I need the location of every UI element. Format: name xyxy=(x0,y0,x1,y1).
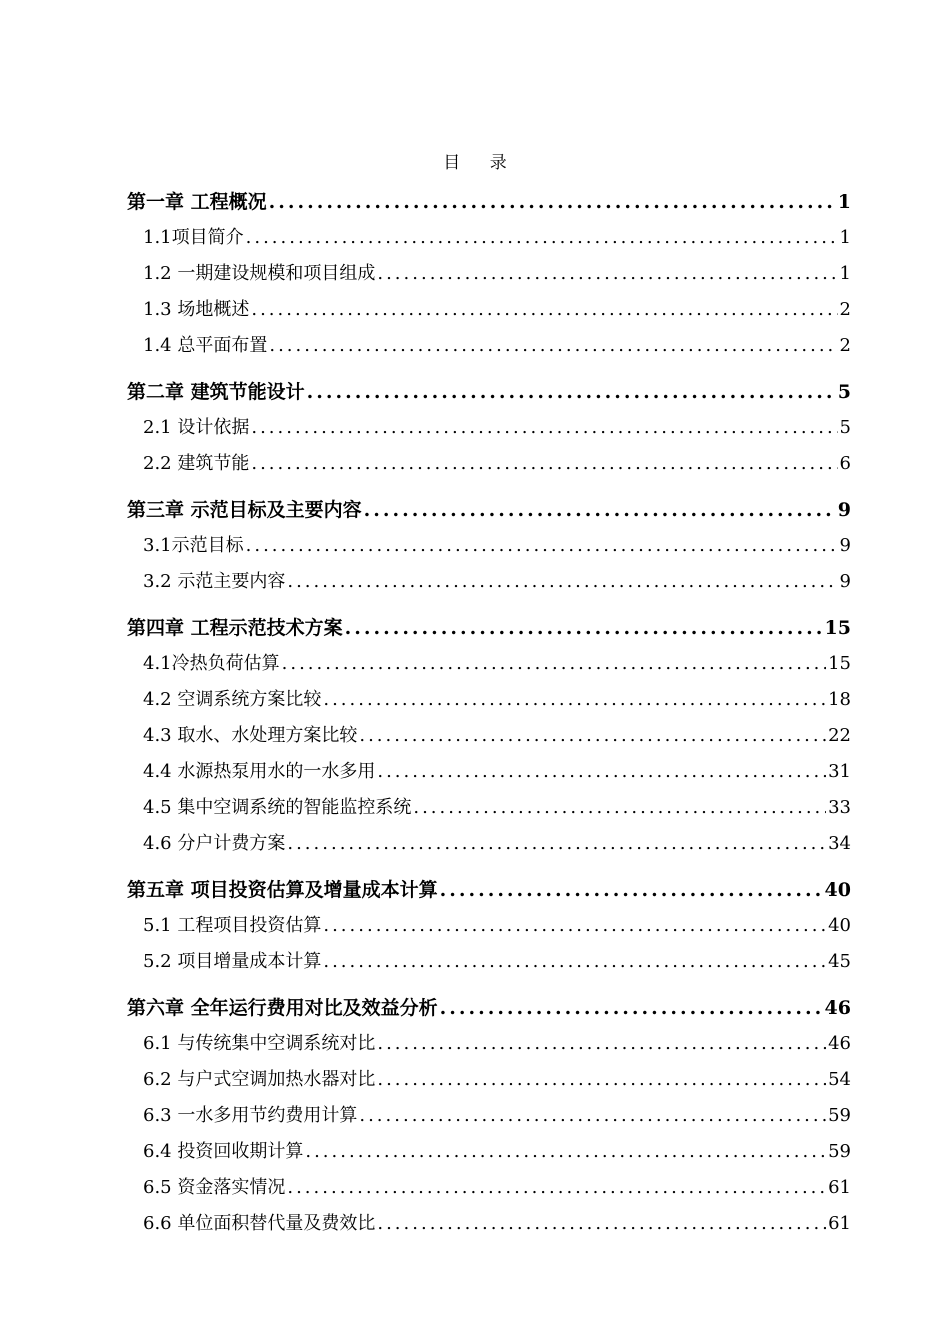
toc-page-number: 22 xyxy=(828,725,851,746)
toc-entry-label: 第二章 建筑节能设计 xyxy=(127,381,305,403)
toc-page-number: 54 xyxy=(828,1069,851,1090)
toc-section-entry[interactable] xyxy=(127,646,851,682)
toc-page-number: 9 xyxy=(839,571,851,592)
toc-page-number: 9 xyxy=(837,499,851,521)
toc-entry-label: 4.3 取水、水处理方案比较 xyxy=(143,725,358,746)
toc-section-entry[interactable] xyxy=(127,1026,851,1062)
toc-dot-leader xyxy=(377,754,826,790)
toc-section-entry[interactable] xyxy=(127,1170,851,1206)
toc-page-number: 18 xyxy=(828,689,851,710)
toc-dot-leader xyxy=(377,1206,826,1242)
toc-dot-leader xyxy=(413,790,826,826)
toc-entry-label: 6.5 资金落实情况 xyxy=(143,1177,286,1198)
toc-entry-label: 5.2 项目增量成本计算 xyxy=(143,951,322,972)
toc-dot-leader xyxy=(282,646,826,682)
toc-entry-label: 第六章 全年运行费用对比及效益分析 xyxy=(127,997,438,1019)
toc-dot-leader xyxy=(269,328,837,364)
toc-entry-label: 4.4 水源热泵用水的一水多用 xyxy=(143,761,376,782)
toc-dot-leader xyxy=(440,872,823,908)
toc-entry-label: 4.5 集中空调系统的智能监控系统 xyxy=(143,797,412,818)
toc-page-number: 15 xyxy=(824,617,851,639)
toc-section-entry[interactable] xyxy=(127,718,851,754)
toc-dot-leader xyxy=(287,564,837,600)
toc-entry-label: 3.2 示范主要内容 xyxy=(143,571,286,592)
toc-dot-leader xyxy=(359,718,826,754)
toc-entry-label: 4.1冷热负荷估算 xyxy=(143,653,280,674)
toc-dot-leader xyxy=(345,610,823,646)
toc-page-number: 6 xyxy=(839,453,851,474)
toc-dot-leader xyxy=(287,826,826,862)
toc-entry-label: 第一章 工程概况 xyxy=(127,191,267,213)
toc-dot-leader xyxy=(246,220,838,256)
toc-page-number: 61 xyxy=(828,1177,851,1198)
toc-section-entry[interactable] xyxy=(127,256,851,292)
toc-dot-leader xyxy=(251,446,837,482)
toc-entry-label: 6.2 与户式空调加热水器对比 xyxy=(143,1069,376,1090)
toc-page-number: 40 xyxy=(824,879,851,901)
toc-dot-leader xyxy=(251,292,837,328)
toc-entry-label: 6.1 与传统集中空调系统对比 xyxy=(143,1033,376,1054)
toc-entry-label: 第三章 示范目标及主要内容 xyxy=(127,499,362,521)
toc-section-entry[interactable] xyxy=(127,410,851,446)
toc-title: 目 录 xyxy=(443,153,519,173)
toc-page-number: 15 xyxy=(828,653,851,674)
toc-section-entry[interactable] xyxy=(127,292,851,328)
toc-dot-leader xyxy=(307,374,836,410)
toc-dot-leader xyxy=(377,1062,826,1098)
toc-chapter-entry[interactable] xyxy=(127,492,851,528)
toc-page-number: 46 xyxy=(828,1033,851,1054)
toc-dot-leader xyxy=(323,682,826,718)
toc-section-entry[interactable] xyxy=(127,528,851,564)
toc-entry-label: 4.2 空调系统方案比较 xyxy=(143,689,322,710)
toc-entry-label: 1.4 总平面布置 xyxy=(143,335,268,356)
toc-page-number: 2 xyxy=(839,335,851,356)
toc-entry-label: 第五章 项目投资估算及增量成本计算 xyxy=(127,879,438,901)
toc-dot-leader xyxy=(359,1098,826,1134)
toc-page-number: 1 xyxy=(837,191,851,213)
toc-section-entry[interactable] xyxy=(127,682,851,718)
toc-page-number: 5 xyxy=(839,417,851,438)
toc-page-number: 5 xyxy=(837,381,851,403)
toc-entry-label: 1.3 场地概述 xyxy=(143,299,250,320)
toc-page-number: 34 xyxy=(828,833,851,854)
toc-section-entry[interactable] xyxy=(127,1134,851,1170)
toc-section-entry[interactable] xyxy=(127,908,851,944)
toc-section-entry[interactable] xyxy=(127,790,851,826)
toc-entry-label: 6.3 一水多用节约费用计算 xyxy=(143,1105,358,1126)
toc-section-entry[interactable] xyxy=(127,1062,851,1098)
toc-page-number: 59 xyxy=(828,1105,851,1126)
toc-section-entry[interactable] xyxy=(127,754,851,790)
toc-section-entry[interactable] xyxy=(127,944,851,980)
toc-page-number: 46 xyxy=(824,997,851,1019)
toc-chapter-entry[interactable] xyxy=(127,610,851,646)
toc-entry-label: 第四章 工程示范技术方案 xyxy=(127,617,343,639)
toc-entry-label: 3.1示范目标 xyxy=(143,535,244,556)
toc-chapter-entry[interactable] xyxy=(127,374,851,410)
toc-entry-label: 1.2 一期建设规模和项目组成 xyxy=(143,263,376,284)
toc-section-entry[interactable] xyxy=(127,446,851,482)
toc-page-number: 33 xyxy=(828,797,851,818)
toc-dot-leader xyxy=(287,1170,826,1206)
toc-page-number: 2 xyxy=(839,299,851,320)
toc-dot-leader xyxy=(305,1134,826,1170)
toc-dot-leader xyxy=(251,410,837,446)
toc-section-entry[interactable] xyxy=(127,1206,851,1242)
toc-entry-label: 6.6 单位面积替代量及费效比 xyxy=(143,1213,376,1234)
toc-entry-label: 2.2 建筑节能 xyxy=(143,453,250,474)
toc-section-entry[interactable] xyxy=(127,1098,851,1134)
toc-page-number: 45 xyxy=(828,951,851,972)
toc-page-number: 40 xyxy=(828,915,851,936)
toc-page-number: 1 xyxy=(839,263,851,284)
toc-page-number: 59 xyxy=(828,1141,851,1162)
toc-dot-leader xyxy=(440,990,823,1026)
toc-dot-leader xyxy=(377,256,837,292)
toc-dot-leader xyxy=(323,908,826,944)
toc-entry-label: 4.6 分户计费方案 xyxy=(143,833,286,854)
toc-dot-leader xyxy=(323,944,826,980)
toc-dot-leader xyxy=(377,1026,826,1062)
table-of-contents xyxy=(127,184,851,1242)
toc-page-number: 1 xyxy=(839,227,851,248)
toc-section-entry[interactable] xyxy=(127,328,851,364)
toc-dot-leader xyxy=(364,492,836,528)
toc-entry-label: 1.1项目简介 xyxy=(143,227,244,248)
toc-entry-label: 2.1 设计依据 xyxy=(143,417,250,438)
toc-dot-leader xyxy=(269,184,836,220)
toc-page-number: 61 xyxy=(828,1213,851,1234)
toc-section-entry[interactable] xyxy=(127,220,851,256)
toc-chapter-entry[interactable] xyxy=(127,872,851,908)
toc-chapter-entry[interactable] xyxy=(127,184,851,220)
toc-page-number: 9 xyxy=(839,535,851,556)
toc-section-entry[interactable] xyxy=(127,564,851,600)
toc-section-entry[interactable] xyxy=(127,826,851,862)
toc-page-number: 31 xyxy=(828,761,851,782)
toc-entry-label: 6.4 投资回收期计算 xyxy=(143,1141,304,1162)
toc-dot-leader xyxy=(246,528,838,564)
toc-chapter-entry[interactable] xyxy=(127,990,851,1026)
toc-entry-label: 5.1 工程项目投资估算 xyxy=(143,915,322,936)
